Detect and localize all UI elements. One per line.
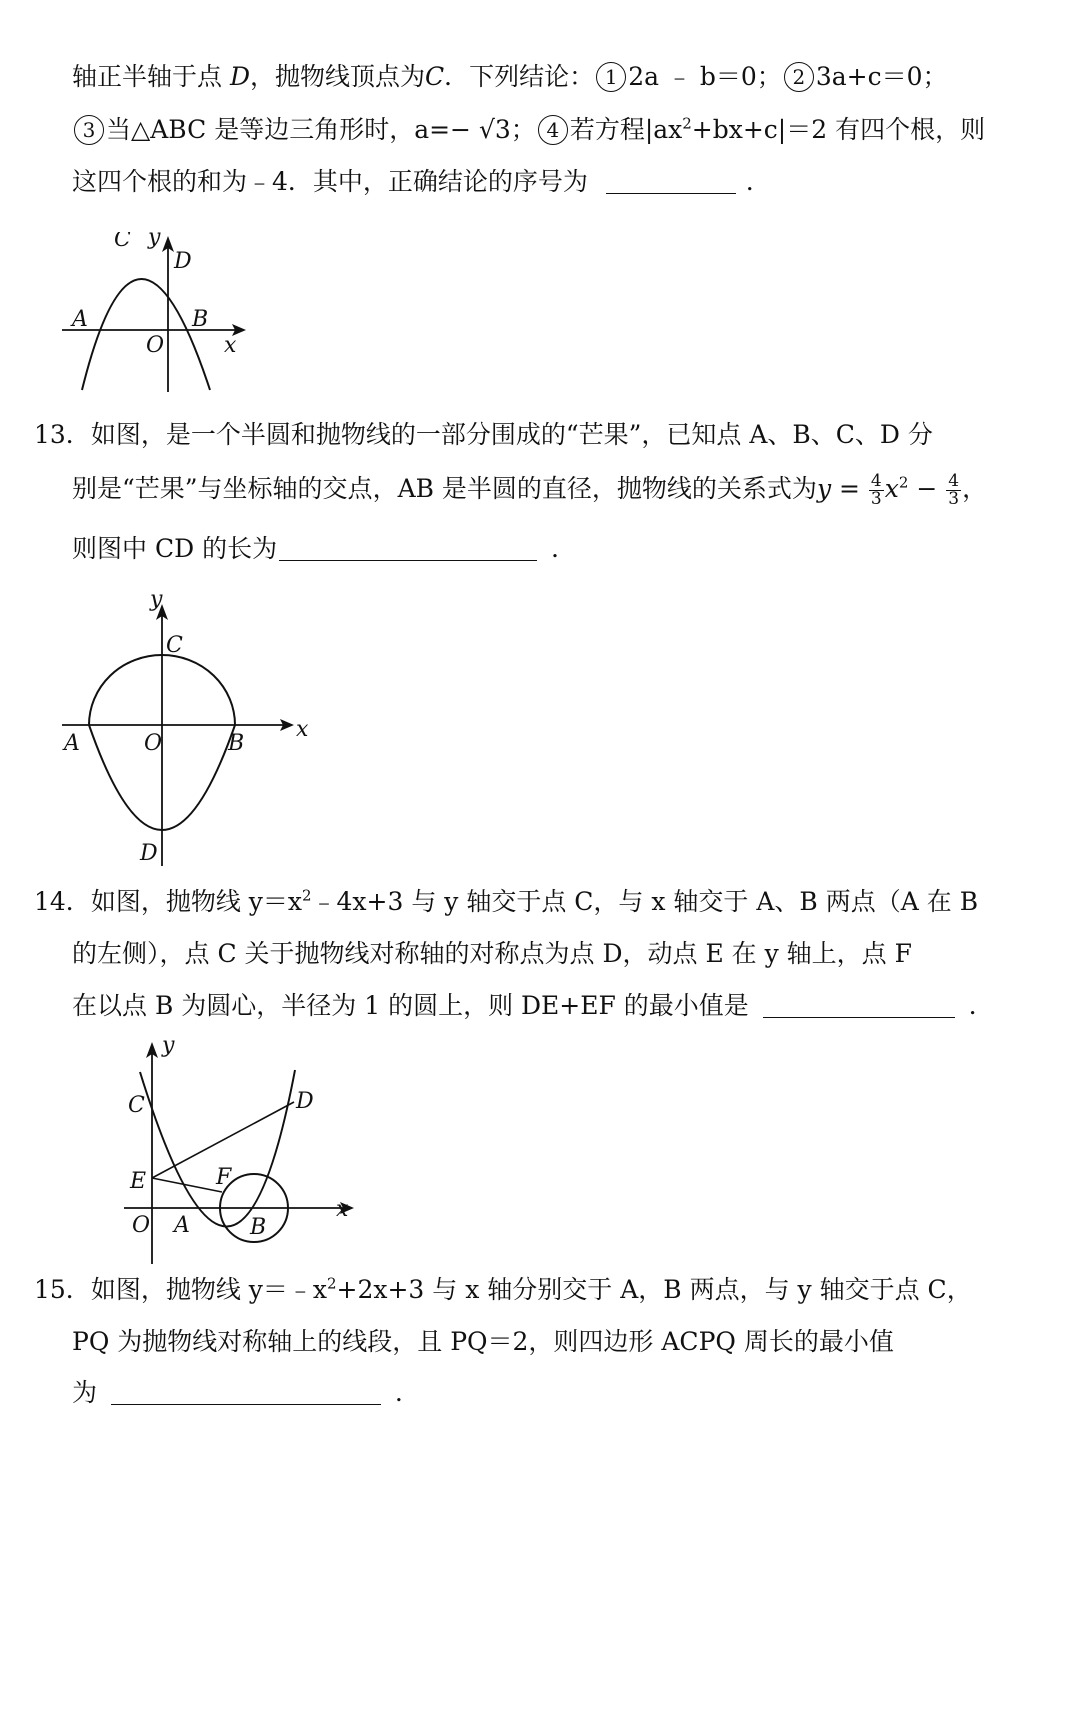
q15-text: 如图，抛物线 y＝﹣x xyxy=(90,1275,327,1304)
q15-line-1 xyxy=(34,1273,972,1307)
label-D: D xyxy=(296,1089,314,1114)
conclusion-3-marker: 3 xyxy=(74,115,104,145)
fraction-4-3 xyxy=(946,473,961,508)
q15-end: ． xyxy=(395,1378,421,1407)
denominator: 3 xyxy=(948,489,960,509)
conclusion-4-text: 若方程|ax xyxy=(569,115,683,144)
q12-point-C: C xyxy=(425,62,445,91)
label-x: x xyxy=(296,717,309,742)
q12-line-2 xyxy=(72,113,985,147)
q14-number: 14． xyxy=(34,887,91,916)
eq-x: x xyxy=(884,474,899,503)
label-C: C xyxy=(114,232,131,252)
q13-text: 别是“芒果”与坐标轴的交点，AB 是半圆的直径，抛物线的关系式为 xyxy=(72,474,817,503)
label-A: A xyxy=(174,1213,190,1238)
fraction-4-3 xyxy=(869,473,884,508)
label-B: B xyxy=(250,1215,267,1240)
label-B: B xyxy=(192,307,209,332)
q14-question: 在以点 B 为圆心，半径为 1 的圆上，则 DE+EF 的最小值是 xyxy=(72,991,749,1020)
exponent: 2 xyxy=(301,886,312,905)
label-y: y xyxy=(162,1036,175,1058)
q13-end: ． xyxy=(551,534,577,563)
label-x: x xyxy=(336,1197,349,1222)
parabola-curve xyxy=(140,1070,295,1227)
q13-text: 如图，是一个半圆和抛物线的一部分围成的“芒果”，已知点 A、B、C、D 分 xyxy=(90,420,933,449)
label-O: O xyxy=(132,1213,151,1238)
eq-y: y = xyxy=(816,474,868,503)
q14-line-1 xyxy=(34,885,978,919)
q13-question: 则图中 CD 的长为 xyxy=(72,534,278,563)
label-E: E xyxy=(130,1169,147,1194)
label-O: O xyxy=(144,731,163,756)
exponent: 2 xyxy=(682,114,692,133)
label-C: C xyxy=(166,633,183,658)
q12-text: ； xyxy=(510,115,536,144)
label-F: F xyxy=(216,1165,232,1190)
q14-end: ． xyxy=(968,991,994,1020)
q14-text: ﹣4x+3 与 y 轴交于点 C，与 x 轴交于 A、B 两点（A 在 B xyxy=(311,887,979,916)
q12-line-3 xyxy=(72,165,771,199)
numerator: 4 xyxy=(870,471,882,491)
q12-answer-blank[interactable] xyxy=(606,169,736,194)
q14-text: 如图，抛物线 y＝x xyxy=(90,887,302,916)
conclusion-2-text: 3a+c＝0； xyxy=(815,62,948,91)
q13-line-3 xyxy=(72,532,576,566)
denominator: 3 xyxy=(870,489,882,509)
exponent: 2 xyxy=(898,473,909,492)
label-y: y xyxy=(150,590,163,612)
label-D: D xyxy=(140,841,158,866)
eq-minus: − xyxy=(908,474,946,503)
q15-number: 15． xyxy=(34,1275,91,1304)
q15-answer-blank[interactable] xyxy=(111,1380,381,1405)
q15-text: PQ 为抛物线对称轴上的线段，且 PQ＝2，则四边形 ACPQ 周长的最小值 xyxy=(72,1327,894,1356)
conclusion-4-text-cont: +bx+c|＝2 有四个根，则 xyxy=(691,115,986,144)
q14-line-2 xyxy=(72,937,912,971)
q13-line-1 xyxy=(34,418,933,452)
q15-line-2 xyxy=(72,1325,894,1359)
exponent: 2 xyxy=(326,1274,337,1293)
conclusion-4-marker: 4 xyxy=(538,115,568,145)
q12-text: ，抛物线顶点为 xyxy=(250,62,426,91)
conclusion-3-text: 当△ABC 是等边三角形时，a=− xyxy=(106,115,479,144)
q15-line-3 xyxy=(72,1376,420,1410)
q13-answer-blank[interactable] xyxy=(279,536,537,561)
q15-text: +2x+3 与 x 轴分别交于 A，B 两点，与 y 轴交于点 C， xyxy=(336,1275,972,1304)
q14-text: 的左侧），点 C 关于抛物线对称轴的对称点为点 D，动点 E 在 y 轴上，点 F xyxy=(72,939,912,968)
numerator: 4 xyxy=(948,471,960,491)
q13-number: 13． xyxy=(34,420,91,449)
q13-figure xyxy=(58,590,328,876)
conclusion-1-text: 2a ﹣ b＝0； xyxy=(628,62,782,91)
q14-answer-blank[interactable] xyxy=(763,993,955,1018)
label-O: O xyxy=(146,333,165,358)
q13-text: ， xyxy=(962,474,988,503)
label-y: y xyxy=(148,232,161,250)
label-C: C xyxy=(128,1093,145,1118)
q12-figure xyxy=(62,232,252,398)
conclusion-2-marker: 2 xyxy=(784,62,814,92)
q14-line-3 xyxy=(72,989,994,1023)
q12-line-1 xyxy=(72,60,947,94)
label-D: D xyxy=(174,249,192,274)
label-A: A xyxy=(72,307,88,332)
q12-text: ．下列结论： xyxy=(444,62,595,91)
q13-line-2 xyxy=(72,472,987,508)
q15-question: 为 xyxy=(72,1378,98,1407)
label-A: A xyxy=(64,731,80,756)
q12-point-D: D xyxy=(229,62,251,91)
q12-text: 轴正半轴于点 xyxy=(72,62,223,91)
label-x: x xyxy=(224,333,237,358)
q12-end: ． xyxy=(745,167,771,196)
q14-figure xyxy=(124,1036,364,1272)
q12-question: 这四个根的和为﹣4．其中，正确结论的序号为 xyxy=(72,167,588,196)
label-B: B xyxy=(228,731,245,756)
sqrt-3: √3 xyxy=(478,115,511,144)
conclusion-1-marker: 1 xyxy=(596,62,626,92)
